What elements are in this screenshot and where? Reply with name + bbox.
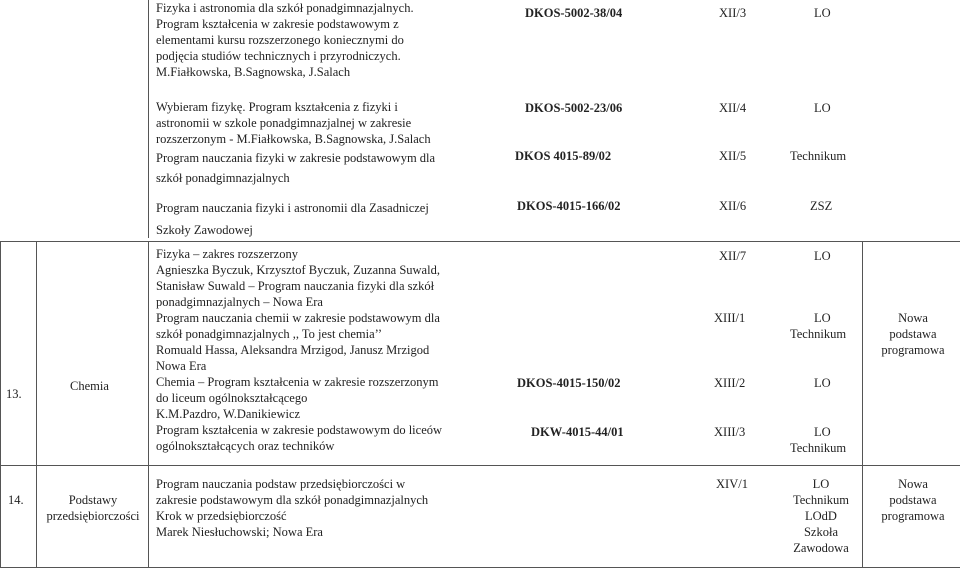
- subject-name: Podstawy przedsiębiorczości: [46, 493, 140, 523]
- school-type: Technikum: [790, 327, 847, 341]
- subject-name: Chemia: [70, 379, 109, 393]
- class-number: XII/7: [719, 249, 747, 263]
- program-code: DKOS 4015-89/02: [515, 149, 612, 163]
- program-description: Program nauczania fizyki i astronomii dla Zasadniczej Szkoły Zawodowej: [156, 201, 429, 237]
- table-border-v1: [148, 0, 149, 238]
- school-type: LO: [814, 249, 831, 263]
- program-code: DKOS-4015-166/02: [517, 199, 621, 213]
- table-border-v2: [0, 241, 1, 568]
- school-type: ZSZ: [810, 199, 833, 213]
- program-description: Fizyka i astronomia dla szkół ponadgimnazjalnych. Program kształcenia w zakresie podstawowym z elementami kursu rozszerzonego koniecznymi do podjęcia studiów technicznych i przyrodniczych. M.Fiałkowska, B.Sagnowska, J.Salach: [156, 1, 414, 79]
- program-note: Nowa podstawa programowa: [881, 477, 945, 523]
- table-border-v3: [36, 241, 37, 568]
- school-type: LO: [814, 311, 831, 325]
- class-number: XII/5: [719, 149, 747, 163]
- program-code: DKOS-5002-38/04: [525, 6, 623, 20]
- school-type: LO: [814, 425, 831, 439]
- program-note: Nowa podstawa programowa: [881, 311, 945, 357]
- program-description: Program nauczania podstaw przedsiębiorczości w zakresie podstawowym dla szkół ponadgimnazjalnych Krok w przedsiębiorczość Marek Niesłuchowski; Nowa Era: [156, 477, 429, 539]
- program-description: Wybieram fizykę. Program kształcenia z fizyki i astronomii w szkole ponadgimnazjalnej w zakresie rozszerzonym - M.Fiałkowska, B.Sagnowska, J.Salach: [156, 100, 431, 146]
- class-number: XII/3: [719, 6, 747, 20]
- row-number: 14.: [8, 493, 24, 507]
- class-number: XIII/3: [714, 425, 746, 439]
- table-border-h2: [0, 465, 960, 466]
- school-type: LO: [814, 376, 831, 390]
- school-type: LO: [814, 101, 831, 115]
- class-number: XIV/1: [716, 477, 748, 491]
- class-number: XII/4: [719, 101, 747, 115]
- class-number: XII/6: [719, 199, 747, 213]
- school-type: LO Technikum LOdD Szkoła Zawodowa: [792, 477, 850, 555]
- program-description: Program nauczania fizyki w zakresie podstawowym dla szkół ponadgimnazjalnych: [156, 151, 436, 185]
- row-number: 13.: [6, 387, 22, 401]
- program-code: DKW-4015-44/01: [531, 425, 624, 439]
- program-code: DKOS-4015-150/02: [517, 376, 621, 390]
- class-number: XIII/2: [714, 376, 746, 390]
- table-border-h1: [0, 241, 960, 242]
- table-border-v5: [862, 241, 863, 568]
- table-border-v4: [148, 241, 149, 568]
- school-type: LO: [814, 6, 831, 20]
- class-number: XIII/1: [714, 311, 746, 325]
- school-type: Technikum: [790, 441, 847, 455]
- program-description: Fizyka – zakres rozszerzony Agnieszka Byczuk, Krzysztof Byczuk, Zuzanna Suwald, Stanisław Suwald – Program nauczania fizyki dla szkół ponadgimnazjalnych – Nowa Era Program nauczania chemii w zakresie podstawowym dla szkół ponadgimnazjalnych ,, To jest chemia’’ Romuald Hassa, Aleksandra Mrzigod, Janusz Mrzigod Nowa Era Chemia – Program kształcenia w zakresie rozszerzonym do liceum ogólnokształcącego K.M.Pazdro, W.Danikiewicz Program kształcenia w zakresie podstawowym do liceów ogólnokształcących oraz techników: [156, 247, 443, 453]
- program-code: DKOS-5002-23/06: [525, 101, 623, 115]
- school-type: Technikum: [790, 149, 847, 163]
